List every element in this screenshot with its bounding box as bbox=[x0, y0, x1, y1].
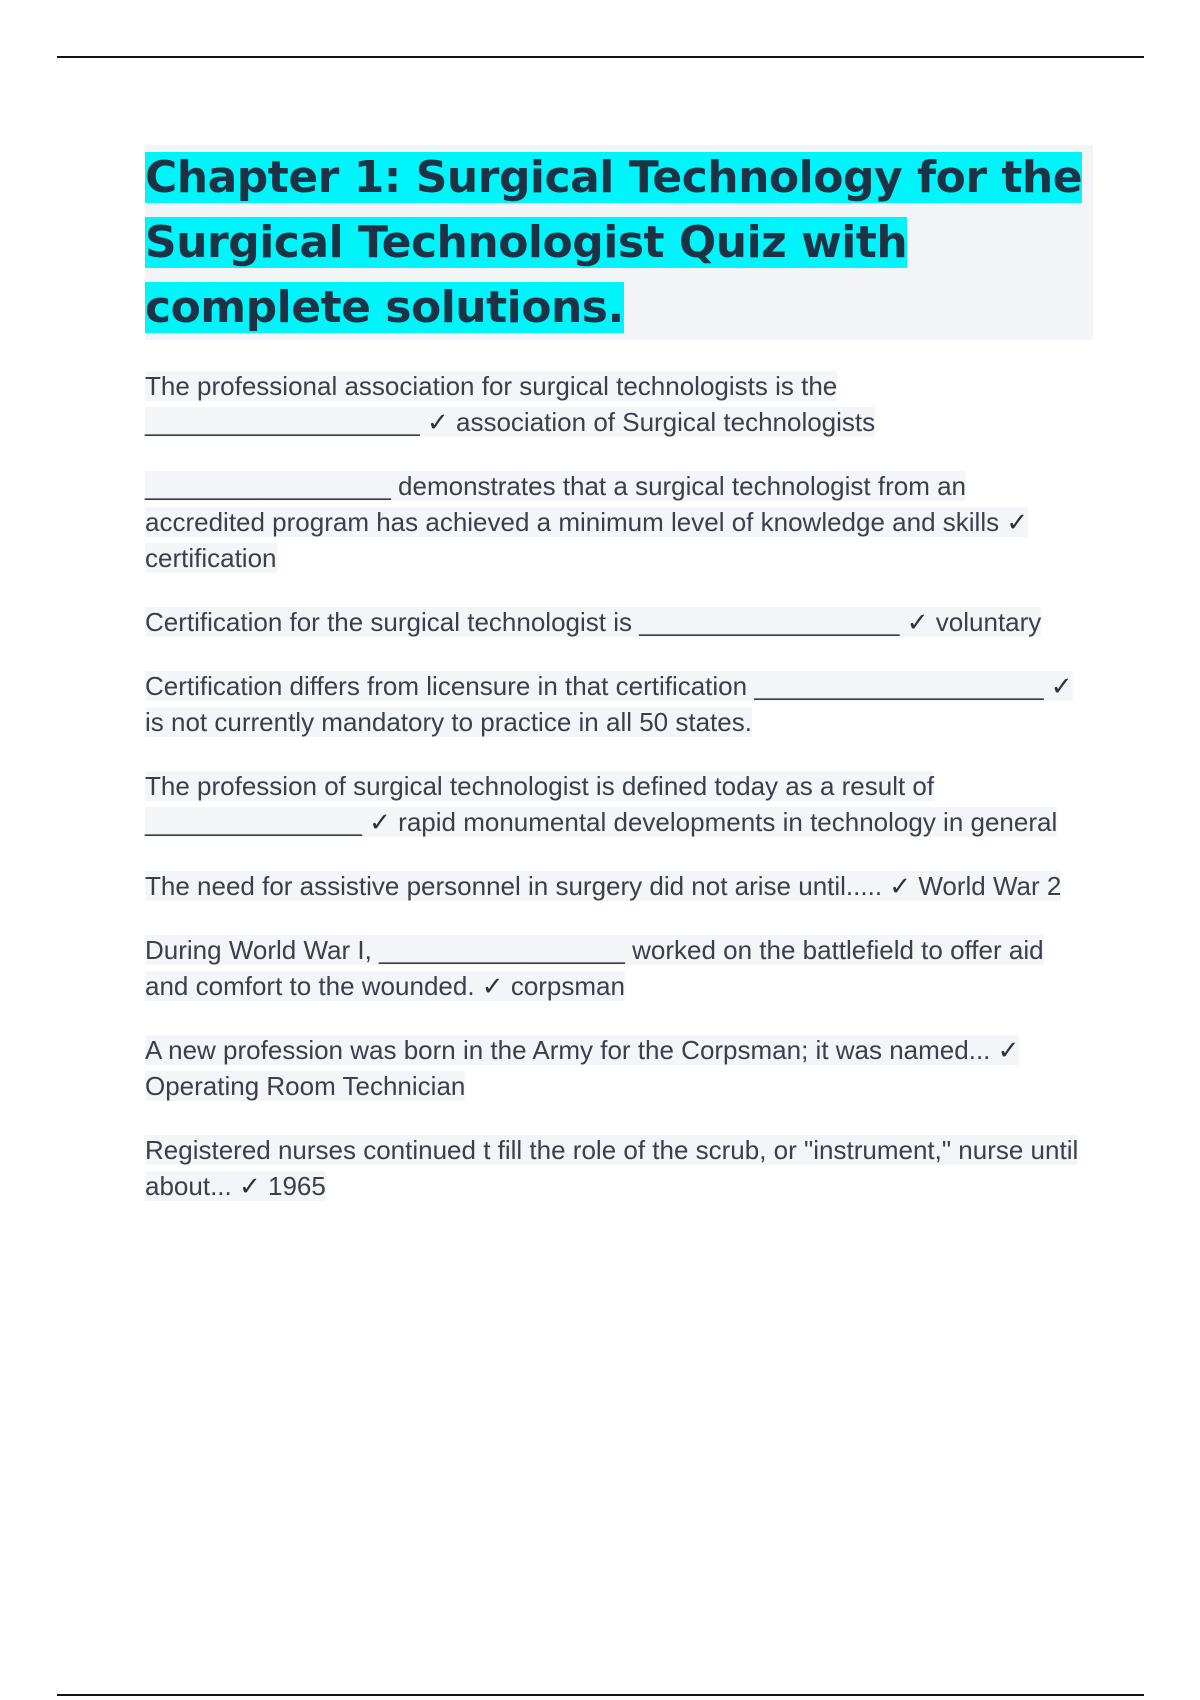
answer-text: voluntary bbox=[935, 607, 1042, 637]
bottom-rule bbox=[57, 1694, 1144, 1696]
checkmark-icon: ✓ bbox=[889, 871, 912, 901]
question-text: The need for assistive personnel in surgery did not arise until..... bbox=[145, 871, 883, 901]
qa-item bbox=[145, 668, 1093, 740]
qa-highlight bbox=[145, 771, 1057, 837]
qa-highlight bbox=[145, 871, 1061, 901]
top-rule bbox=[57, 56, 1144, 58]
qa-highlight bbox=[145, 1135, 1078, 1201]
qa-highlight bbox=[145, 935, 1044, 1001]
qa-text bbox=[145, 604, 1093, 640]
qa-item bbox=[145, 768, 1093, 840]
qa-text bbox=[145, 468, 1093, 576]
question-text: Registered nurses continued t fill the role of the scrub, or "instrument," nurse until about... bbox=[145, 1135, 1079, 1201]
question-text: Certification for the surgical technologist is __________________ bbox=[145, 607, 900, 637]
answer-text: association of Surgical technologists bbox=[456, 407, 876, 437]
question-text: During World War I, _________________ worked on the battlefield to offer aid and comfort to the wounded. bbox=[145, 935, 1044, 1001]
answer-text: World War 2 bbox=[918, 871, 1062, 901]
checkmark-icon: ✓ bbox=[426, 407, 449, 437]
question-text: Certification differs from licensure in that certification ____________________ bbox=[145, 671, 1044, 701]
qa-text bbox=[145, 932, 1093, 1004]
qa-item bbox=[145, 368, 1093, 440]
qa-text bbox=[145, 668, 1093, 740]
checkmark-icon: ✓ bbox=[369, 807, 391, 837]
qa-item bbox=[145, 468, 1093, 576]
qa-highlight bbox=[145, 607, 1041, 637]
document-body bbox=[145, 145, 1093, 1232]
qa-text bbox=[145, 768, 1093, 840]
answer-text: is not currently mandatory to practice in all 50 states. bbox=[145, 707, 752, 737]
qa-item bbox=[145, 932, 1093, 1004]
qa-highlight bbox=[145, 671, 1073, 737]
qa-highlight bbox=[145, 1035, 1019, 1101]
qa-item bbox=[145, 1032, 1093, 1104]
answer-text: rapid monumental developments in technology in general bbox=[398, 807, 1058, 837]
qa-list bbox=[145, 368, 1093, 1204]
checkmark-icon: ✓ bbox=[481, 971, 504, 1001]
question-text: The professional association for surgical technologists is the ___________________ bbox=[145, 371, 838, 437]
answer-text: certification bbox=[145, 543, 277, 573]
qa-highlight bbox=[145, 471, 1028, 573]
question-text: A new profession was born in the Army for the Corpsman; it was named... bbox=[145, 1035, 991, 1065]
qa-text bbox=[145, 1132, 1093, 1204]
answer-text: Operating Room Technician bbox=[145, 1071, 466, 1101]
title-block bbox=[145, 145, 1093, 340]
answer-text: 1965 bbox=[268, 1171, 326, 1201]
answer-text: corpsman bbox=[510, 971, 625, 1001]
checkmark-icon: ✓ bbox=[238, 1171, 261, 1201]
question-text: _________________ demonstrates that a surgical technologist from an accredited program has achieved a minimum level of knowledge and skills bbox=[145, 471, 1000, 537]
qa-text bbox=[145, 368, 1093, 440]
document-title: Chapter 1: Surgical Technology for the Surgical Technologist Quiz with complete solutions. bbox=[145, 152, 1083, 333]
qa-text bbox=[145, 1032, 1093, 1104]
qa-text bbox=[145, 868, 1093, 904]
checkmark-icon: ✓ bbox=[1050, 671, 1073, 701]
checkmark-icon: ✓ bbox=[997, 1035, 1020, 1065]
qa-highlight bbox=[145, 371, 875, 437]
question-text: The profession of surgical technologist is defined today as a result of _______________ bbox=[145, 771, 935, 837]
checkmark-icon: ✓ bbox=[906, 607, 929, 637]
qa-item bbox=[145, 868, 1093, 904]
qa-item bbox=[145, 1132, 1093, 1204]
qa-item bbox=[145, 604, 1093, 640]
checkmark-icon: ✓ bbox=[1006, 507, 1029, 537]
